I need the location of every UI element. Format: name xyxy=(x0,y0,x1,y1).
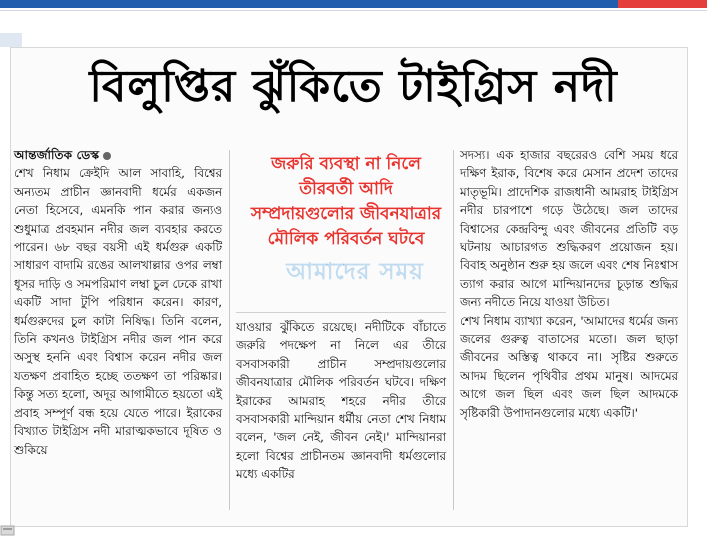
headline: বিলুপ্তির ঝুঁকিতে টাইগ্রিস নদী xyxy=(89,61,618,112)
pullquote-divider xyxy=(236,312,446,313)
column-rule-2 xyxy=(453,150,454,510)
column-right-paragraph-1: সদস্য। এক হাজার বছরেরও বেশি সময় ধরে দক্ষিণ ইরাক, বিশেষ করে মেসান প্রদেশ তাদের মাতৃভূমি। প্রাদেশিক রাজধানী আমরাহ টাইগ্রিস নদীর চারপাশে গড়ে উঠেছে। জল তাদের বিশ্বাসের কেন্দ্রবিন্দু এবং জীবনের প্রতিটি বড় ঘটনায় আচারগত শুদ্ধিকরণ প্রয়োজন হয়। বিবাহ অনুষ্ঠান শুরু হয় জলে এবং শেষ নিঃশ্বাস ত্যাগ করার আগে মান্দিয়ানদের চূড়ান্ত শুদ্ধির জন্য নদীতে নিয়ে যাওয়া উচিত। xyxy=(460,148,678,310)
column-rule-1 xyxy=(229,150,230,510)
column-left-text: শেখ নিধাম ক্রেইদি আল সাবাহি, বিশ্বের অন্যতম প্রাচীন জ্ঞানবাদী ধর্মের একজন নেতা হিসেবে, এমনকি পান করার জন্যও শুধুমাত্র প্রবহমান নদীর জল ব্যবহার করতে পারেন। ৬৮ বছর বয়সী এই ধর্মগুরু একটি সাধারণ বাদামি রঙের আলখাল্লার ওপর লম্বা ধূসর দাড়ি ও সমপরিমাণ লম্বা চুল ঢেকে রাখা একটি সাদা টুপি পরিধান করেন। কারণ, ধর্মগুরুদের চুল কাটা নিষিদ্ধ। তিনি বলেন, তিনি কখনও টাইগ্রিস নদীর জল পান করে অসুস্থ হননি এবং বিশ্বাস করেন নদীর জল যতক্ষণ প্রবাহিত হচ্ছে ততক্ষণ তা পরিষ্কার। কিন্তু সত্য হলো, অদূর আগামীতে হয়তো এই প্রবাহ সম্পূর্ণ বন্ধ হয়ে যেতে পারে। ইরাকের বিখ্যাত টাইগ্রিস নদী মারাত্মকভাবে দূষিত ও শুকিয়ে xyxy=(14,166,222,457)
top-bar-red xyxy=(618,0,707,8)
page-corner-icon xyxy=(0,524,16,536)
corner-tab xyxy=(0,33,22,47)
watermark-logo: আমাদের সময় xyxy=(286,259,424,285)
article-column-left xyxy=(14,146,222,459)
article-column-middle xyxy=(236,318,446,484)
bullet-icon xyxy=(103,152,111,160)
article-column-right xyxy=(460,146,678,422)
column-middle-text: যাওয়ার ঝুঁকিতে রয়েছে। নদীটিকে বাঁচাতে জরুরি পদক্ষেপ না নিলে এর তীরে বসবাসকারী প্রাচীন সম্প্রদায়গুলোর জীবনযাত্রার মৌলিক পরিবর্তন ঘটবে। দক্ষিণ ইরাকের আমরাহ শহরে নদীর তীরে বসবাসকারী মান্দিয়ান ধর্মীয় নেতা শেখ নিধাম বলেন, 'জল নেই, জীবন নেই।' মান্দিয়ানরা হলো বিশ্বের প্রাচীনতম জ্ঞানবাদী ধর্মগুলোর মধ্যে একটির xyxy=(236,320,446,482)
pull-quote: জরুরি ব্যবস্থা না নিলে তীরবর্তী আদি সম্প্রদায়গুলোর জীবনযাত্রার মৌলিক পরিবর্তন ঘটবে xyxy=(250,154,442,249)
top-bar-blue xyxy=(0,0,618,8)
column-right-paragraph-2: শেখ নিধাম ব্যাখ্যা করেন, 'আমাদের ধর্মের জন্য জলের গুরুত্ব বাতাসের মতো। জল ছাড়া জীবনের অস্তিত্ব থাকবে না। সৃষ্টির শুরুতে আদম ছিলেন পৃথিবীর প্রথম মানুষ। আদমের আগে জল ছিল এবং জল ছিল আদমকে সৃষ্টিকারী উপাদানগুলোর মধ্যে একটি।' xyxy=(460,313,678,420)
desk-label: আন্তর্জাতিক ডেস্ক xyxy=(14,148,100,162)
top-divider xyxy=(0,10,707,11)
